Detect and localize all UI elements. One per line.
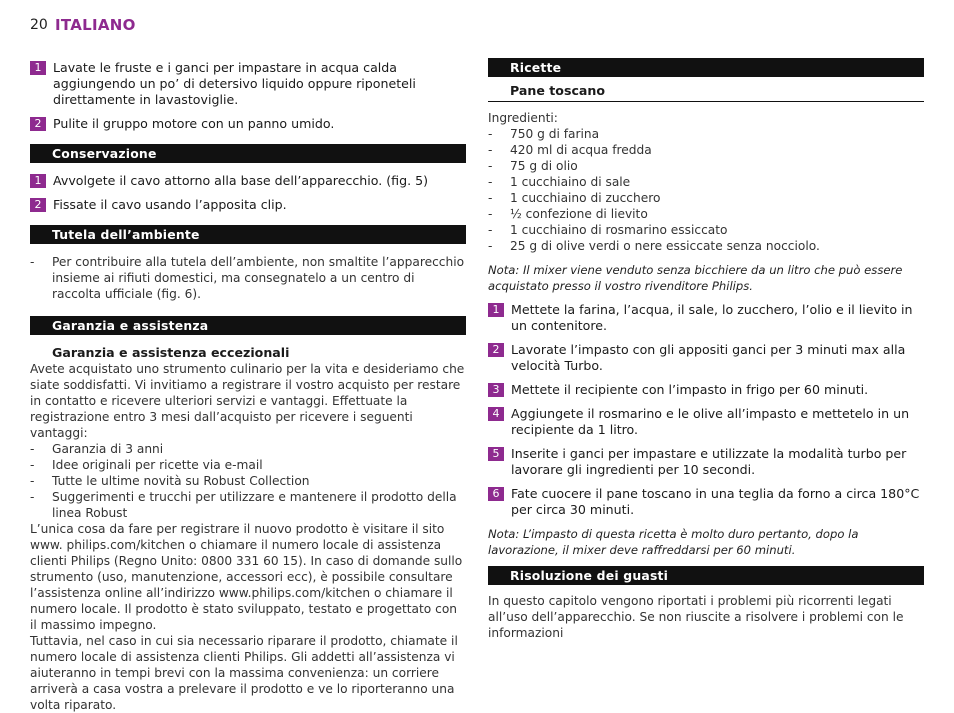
dash-marker: -	[488, 159, 493, 173]
dash-marker: -	[30, 442, 35, 456]
ingredient-item	[488, 174, 924, 190]
step-text: Lavorate l’impasto con gli appositi ganci per 3 minuti max alla velocità Turbo.	[511, 342, 906, 373]
step-text: Aggiungete il rosmarino e le olive all’impasto e mettetelo in un recipiente da 1 litro.	[511, 406, 910, 437]
step-number: 2	[488, 343, 504, 357]
cleaning-step-2	[30, 116, 466, 132]
dash-marker: -	[488, 143, 493, 157]
step-number: 1	[30, 61, 46, 75]
dash-marker: -	[488, 191, 493, 205]
dash-marker: -	[30, 458, 35, 472]
page-number: 20	[30, 17, 48, 33]
ingredient-item	[488, 222, 924, 238]
recipe-name: Pane toscano	[488, 83, 924, 102]
benefit-item	[30, 457, 466, 473]
ingredient-item	[488, 126, 924, 142]
step-number: 2	[30, 117, 46, 131]
bullet-text: 1 cucchiaino di rosmarino essiccato	[510, 223, 728, 237]
bullet-text: 75 g di olio	[510, 159, 578, 173]
step-text: Mettete il recipiente con l’impasto in frigo per 60 minuti.	[511, 382, 869, 397]
step-text: Avvolgete il cavo attorno alla base dell’apparecchio. (fig. 5)	[53, 173, 429, 188]
recipe-step-3	[488, 382, 924, 398]
bullet-text: Garanzia di 3 anni	[52, 442, 164, 456]
dash-marker: -	[30, 255, 35, 269]
troubleshooting-intro: In questo capitolo vengono riportati i problemi più ricorrenti legati all’uso dell’apparecchio. Se non riuscite a risolvere i problemi con le informazioni	[488, 594, 904, 640]
warranty-paragraph-2: Tuttavia, nel caso in cui sia necessario riparare il prodotto, chiamate il numero locale di assistenza clienti Philips. Gli addetti all’assistenza vi aiuteranno in tempi brevi con la massima convenienza: un corriere arriverà a casa vostra a prelevare il prodotto e ve lo riporteranno una volta riparato.	[30, 634, 458, 712]
recipe-step-4	[488, 406, 924, 438]
recipe-step-6	[488, 486, 924, 518]
bullet-text: Suggerimenti e trucchi per utilizzare e mantenere il prodotto della linea Robust	[52, 490, 457, 520]
dash-marker: -	[488, 127, 493, 141]
bullet-text: 25 g di olive verdi o nere essiccate senza nocciolo.	[510, 239, 820, 253]
recipe-note-1: Nota: Il mixer viene venduto senza bicchiere da un litro che può essere acquistato presso il vostro rivenditore Philips.	[488, 263, 903, 293]
recipe-note-2: Nota: L’impasto di questa ricetta è molto duro pertanto, dopo la lavorazione, il mixer deve raffreddarsi per 60 minuti.	[488, 527, 859, 557]
warranty-intro: Avete acquistato uno strumento culinario per la vita e desideriamo che siate soddisfatti. Vi invitiamo a registrare il vostro acquisto per restare in contatto e ricevere ulteriori servizi e vantaggi. Effettuate la registrazione entro 3 mesi dall’acquisto per ricevere i seguenti vantaggi:	[30, 362, 465, 440]
ingredient-item	[488, 158, 924, 174]
left-column	[30, 60, 466, 713]
step-number: 3	[488, 383, 504, 397]
storage-step-2	[30, 197, 466, 213]
warranty-paragraph-1: L’unica cosa da fare per registrare il nuovo prodotto è visitare il sito www. philips.com/kitchen o chiamare il numero locale di assistenza clienti Philips (Regno Unito: 0800 331 60 15). In caso di domande sullo strumento (uso, manutenzione, accessori ecc), è possibile consultare l’assistenza online all’indirizzo www.philips.com/kitchen o chiamare il numero locale. Il prodotto è stato sviluppato, testato e progettato con il massimo impegno.	[30, 522, 463, 632]
ingredients-label: Ingredienti:	[488, 111, 558, 125]
dash-marker: -	[488, 175, 493, 189]
storage-step-1	[30, 173, 466, 189]
benefit-item	[30, 441, 466, 457]
recipe-step-2	[488, 342, 924, 374]
dash-marker: -	[488, 223, 493, 237]
bullet-text: 1 cucchiaino di zucchero	[510, 191, 661, 205]
bullet-text: 420 ml di acqua fredda	[510, 143, 652, 157]
cleaning-step-1	[30, 60, 466, 108]
step-text: Fissate il cavo usando l’apposita clip.	[53, 197, 287, 212]
step-text: Fate cuocere il pane toscano in una teglia da forno a circa 180°C per circa 30 minuti.	[511, 486, 920, 517]
step-number: 1	[30, 174, 46, 188]
dash-marker: -	[30, 474, 35, 488]
right-column	[488, 58, 924, 641]
bullet-text: Per contribuire alla tutela dell’ambiente, non smaltite l’apparecchio insieme ai rifiuti domestici, ma consegnatelo a un centro di raccolta ufficiale (fig. 6).	[52, 255, 465, 301]
bullet-text: Idee originali per ricette via e-mail	[52, 458, 263, 472]
step-text: Lavate le fruste e i ganci per impastare in acqua calda aggiungendo un po’ di detersivo liquido oppure riponeteli direttamente in lavastoviglie.	[53, 60, 416, 107]
step-number: 4	[488, 407, 504, 421]
ingredient-item	[488, 238, 924, 254]
section-heading-recipes: Ricette	[488, 58, 924, 77]
benefit-item	[30, 489, 466, 521]
step-number: 1	[488, 303, 504, 317]
recipe-step-1	[488, 302, 924, 334]
section-heading-warranty: Garanzia e assistenza	[30, 316, 466, 335]
recipe-step-5	[488, 446, 924, 478]
bullet-text: 750 g di farina	[510, 127, 600, 141]
dash-marker: -	[488, 239, 493, 253]
bullet-text: 1 cucchiaino di sale	[510, 175, 631, 189]
bullet-text: Tutte le ultime novità su Robust Collection	[52, 474, 310, 488]
step-number: 5	[488, 447, 504, 461]
step-text: Mettete la farina, l’acqua, il sale, lo zucchero, l’olio e il lievito in un contenitore.	[511, 302, 913, 333]
warranty-subtitle: Garanzia e assistenza eccezionali	[52, 345, 290, 360]
step-number: 6	[488, 487, 504, 501]
dash-marker: -	[488, 207, 493, 221]
step-text: Inserite i ganci per impastare e utilizzate la modalità turbo per lavorare gli ingredienti per 10 secondi.	[511, 446, 907, 477]
section-heading-environment: Tutela dell’ambiente	[30, 225, 466, 244]
ingredient-item	[488, 142, 924, 158]
ingredient-item	[488, 190, 924, 206]
environment-bullet	[30, 254, 466, 302]
bullet-text: ½ confezione di lievito	[510, 207, 648, 221]
step-text: Pulite il gruppo motore con un panno umido.	[53, 116, 335, 131]
ingredient-item	[488, 206, 924, 222]
language-heading: ITALIANO	[55, 16, 136, 34]
step-number: 2	[30, 198, 46, 212]
section-heading-troubleshooting: Risoluzione dei guasti	[488, 566, 924, 585]
dash-marker: -	[30, 490, 35, 504]
benefit-item	[30, 473, 466, 489]
section-heading-storage: Conservazione	[30, 144, 466, 163]
